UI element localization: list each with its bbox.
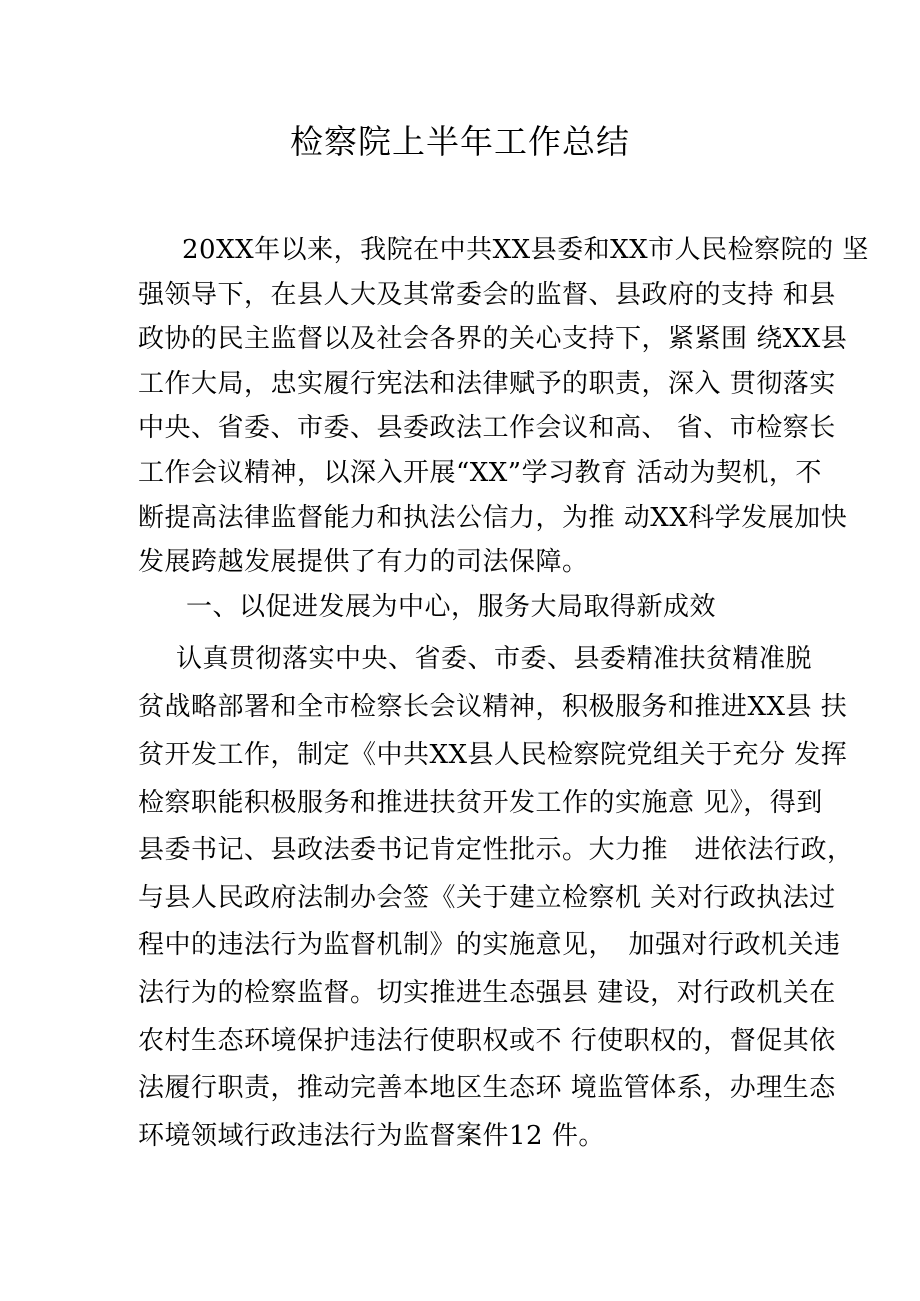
- paragraph-2-line: 检察职能积极服务和推进扶贫开发工作的实施意 见》，得到: [138, 788, 823, 818]
- paragraph-1-line: 强领导下，在县人大及其常委会的监督、县政府的支持 和县: [138, 280, 836, 310]
- paragraph-2-line: 程中的违法行为监督机制》的实施意见， 加强对行政机关违: [138, 930, 841, 960]
- document-title: 检察院上半年工作总结: [290, 122, 630, 161]
- paragraph-2-line: 环境领域行政违法行为监督案件12 件。: [138, 1121, 605, 1151]
- paragraph-1-line: 20XX年以来，我院在中共XX县委和XX市人民检察院的 坚: [182, 235, 869, 265]
- paragraph-2-line: 县委书记、县政法委书记肯定性批示。大力推 进依法行政，: [138, 835, 854, 865]
- paragraph-1-line: 工作大局，忠实履行宪法和法律赋予的职责，深入 贯彻落实: [138, 369, 836, 399]
- paragraph-2-line: 认真贯彻落实中央、省委、市委、县委精准扶贫精准脱: [176, 644, 813, 674]
- paragraph-2-line: 与县人民政府法制办会签《关于建立检察机 关对行政执法过: [138, 883, 836, 913]
- paragraph-1-line: 断提高法律监督能力和执法公信力，为推 动XX科学发展加快: [138, 503, 848, 533]
- paragraph-1-line: 中央、省委、市委、县委政法工作会议和高、 省、市检察长: [138, 413, 836, 443]
- paragraph-1-line: 工作会议精神，以深入开展“XX”学习教育 活动为契机，不: [138, 458, 822, 488]
- paragraph-2-line: 农村生态环境保护违法行使职权或不 行使职权的，督促其依: [138, 1026, 836, 1056]
- paragraph-2-line: 法履行职责，推动完善本地区生态环 境监管体系，办理生态: [138, 1073, 836, 1103]
- section-heading: 一、以促进发展为中心，服务大局取得新成效: [186, 592, 717, 622]
- paragraph-1-line: 政协的民主监督以及社会各界的关心支持下，紧紧围 绕XX县: [138, 324, 848, 354]
- paragraph-2-line: 法行为的检察监督。切实推进生态强县 建设，对行政机关在: [138, 978, 836, 1008]
- paragraph-2-line: 贫战略部署和全市检察长会议精神，积极服务和推进XX县 扶: [138, 692, 848, 722]
- paragraph-1-line: 发展跨越发展提供了有力的司法保障。: [138, 547, 589, 577]
- paragraph-2-line: 贫开发工作，制定《中共XX县人民检察院党组关于充分 发挥: [138, 740, 848, 770]
